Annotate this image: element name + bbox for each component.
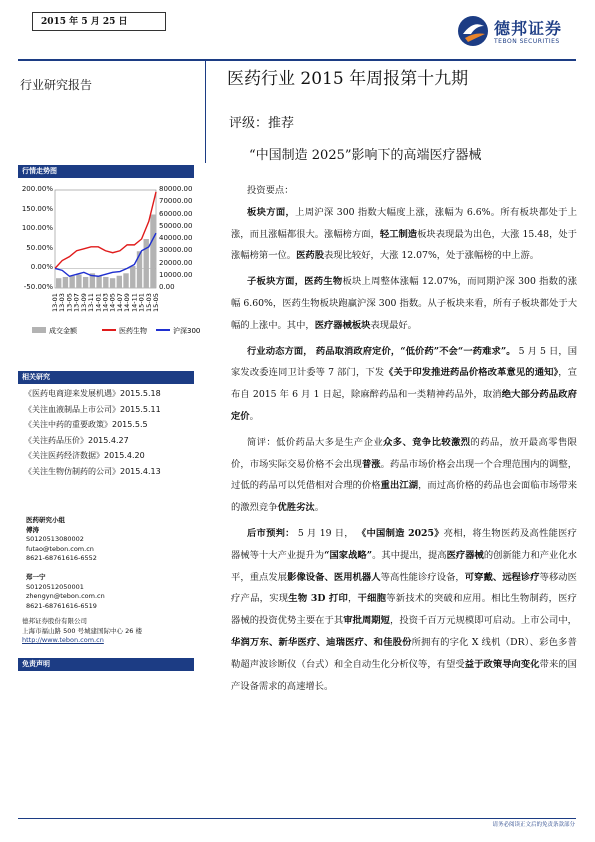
body-text: ，宣布自 2015 年 6 月 1 日起，除麻醉药品和一类精神药品外，取消 [231,367,577,401]
analyst-id: S0120512050001 [26,582,84,591]
body-bold: 华润万东、新华医疗、迪瑞医疗、和佳股份 [231,636,412,648]
company-website-link[interactable]: http://www.tebon.com.cn [22,636,104,645]
body-text: 5 月 5 日，国家发改委连同卫计委等 7 部门，下发 [231,345,577,379]
right-axis-tick-label: 70000.00 [159,197,193,206]
body-text: 等新技术的突破和应用。相比生物制药，医疗器械的投资优势主要在于其 [231,593,577,627]
left-axis-tick-label: 50.00% [26,243,53,252]
body-text: 。 [249,410,259,422]
left-axis-tick-label: 0.00% [30,263,53,272]
body-bold: 可穿戴、远程诊疗 [464,571,540,583]
legend-swatch [32,327,46,333]
chart-section-heading: 行情走势图 [18,165,194,178]
body-bold: 重出江湖 [380,480,419,492]
x-axis-tick-label: 14-11 [130,293,139,312]
body-bold: 众多、竞争比较激烈 [383,436,471,448]
volume-bar [110,278,115,288]
logo-emblem-icon [456,14,490,48]
right-axis-tick-label: 60000.00 [159,209,193,218]
volume-bar [63,277,68,288]
left-axis-tick-label: 100.00% [21,224,53,233]
volume-bar [144,239,149,288]
body-bold: 审批周期短 [343,615,390,627]
right-axis-tick-label: 80000.00 [159,185,193,193]
body-bold: 医疗器械 [446,549,484,561]
related-section-heading: 相关研究 [18,371,194,384]
body-text: ， [348,593,358,605]
body-paragraph [231,341,577,428]
body-text: ，投资千百万元规模即可启动。上市公司中， [390,615,577,627]
company-info [22,617,142,646]
volume-bar [69,276,74,288]
right-axis-tick-label: 0.00 [159,283,175,291]
team-title: 医药研究小组 [26,516,65,524]
x-axis-tick-label: 13-11 [87,293,96,312]
related-list [24,386,161,480]
analyst-id: S0120513080002 [26,535,84,544]
x-axis-tick-label: 15-03 [144,293,153,312]
volume-bar [56,278,61,288]
right-axis-tick-label: 20000.00 [159,258,193,267]
related-item[interactable]: 《关注生物仿制药的公司》2015.4.13 [24,466,161,476]
right-axis-tick-label: 10000.00 [159,270,193,279]
x-axis-tick-label: 15-05 [152,293,160,312]
body-bold: 后市预判： [247,527,295,539]
body-paragraph [231,202,577,267]
header-rule [18,59,576,61]
body-text: 的创新能力和产业化水平，重点发展 [231,549,577,583]
company-address: 上海市福山路 500 号城建国际中心 26 楼 [22,626,142,635]
report-body [231,180,577,697]
x-axis-tick-label: 14-05 [108,293,117,312]
report-date: 2015 年 5 月 25 日 [32,12,166,31]
body-text: 5 月 19 日， [294,527,357,539]
analyst-email[interactable]: futao@tebon.com.cn [26,544,94,553]
body-text: ，而过高价格的药品也会面临市场带来的激烈竞争 [231,480,577,514]
body-bold: 普涨 [361,458,381,470]
body-text: 表现比较好，大涨 12.07%，处于涨幅榜的中上游。 [324,250,540,262]
footer-rule [18,818,576,819]
volume-bar [103,277,108,288]
body-paragraph [231,271,577,336]
body-bold: 绝大部分药品政府定价 [231,389,577,422]
header-divider [205,59,206,163]
body-bold: 《关于印发推进药品价格改革意见的通知》 [384,367,559,379]
body-text: 上周沪深 300 指数大幅度上涨，涨幅为 6.6%。所有板块都处于上涨，而且涨幅都很大。涨幅榜方面， [231,206,577,240]
volume-bar [137,251,142,288]
volume-bar [76,275,81,288]
x-axis-tick-label: 14-03 [101,293,110,312]
report-type: 行业研究报告 [20,78,93,92]
body-paragraph [231,180,577,202]
body-text: 。 [314,502,325,514]
body-bold: 优胜劣汰 [277,502,315,514]
body-text: 板块表现最为出色，大涨 15.48，处于涨幅榜第一位。 [231,228,577,262]
body-text: 。药品市场价格会出现一个合理范围内的调整，过低的药品可以凭借相对合理的价格 [231,458,577,492]
volume-bar [123,273,128,288]
volume-bar [96,276,101,288]
body-text: 亮相，将生物医药及高性能医疗器械等十大产业提升为 [231,527,577,561]
body-bold: 益于政策导向变化 [464,658,540,670]
body-bold: 行业动态方面， 药品取消政府定价，“低价药”不会“一药难求”。 [247,345,516,357]
key-points-label: 投资要点： [247,185,294,196]
x-axis-tick-label: 13-09 [79,293,88,312]
analyst-name: 郑一宁 [26,572,46,581]
body-text: 等高性能诊疗设备， [380,571,465,583]
x-axis-tick-label: 13-03 [58,293,67,312]
left-axis-tick-label: 150.00% [21,204,53,213]
company-name: 德邦证券股份有限公司 [22,617,87,625]
body-text: 所拥有的字化 X 线机（DR）、彩色多普勒超声波诊断仪（台式）和全自动生化分析仪等，有望受 [231,636,577,670]
logo-text-cn: 德邦证券 [494,19,563,38]
x-axis-tick-label: 14-09 [123,293,132,312]
related-item[interactable]: 《关注血液制品上市公司》2015.5.11 [24,404,161,414]
logo-text-en: TEBON SECURITIES [494,38,560,45]
body-bold: 医疗器械板块 [314,319,371,331]
body-text: 简评：低价药品大多是生产企业 [247,436,384,448]
body-text: 。其中提出，提高 [372,549,447,561]
right-axis-tick-label: 40000.00 [159,234,193,242]
x-axis-tick-label: 15-01 [137,293,146,312]
right-axis-tick-label: 30000.00 [159,246,193,255]
analyst-name: 傅涛 [26,525,39,534]
body-bold: 板块方面， [247,206,296,218]
related-item[interactable]: 《关注医药经济数据》2015.4.20 [24,451,145,461]
related-item[interactable]: 《关注药品压价》2015.4.27 [24,435,129,445]
body-text: 的药品，放开最高零售限价，市场实际交易价格不会出现 [231,436,577,470]
left-axis-tick-label: -50.00% [23,283,53,291]
x-axis-tick-label: 13-05 [65,293,74,312]
left-axis-tick-label: 200.00% [21,185,53,193]
legend-label: 沪深300 [173,327,201,335]
x-axis-tick-label: 13-01 [51,293,59,312]
body-bold: 干细胞 [357,593,387,605]
body-paragraph [231,523,577,697]
legend-label: 成交金额 [49,327,77,335]
x-axis-tick-label: 14-07 [115,293,124,312]
body-bold: 《中国制造 2025》 [356,527,444,539]
analyst-phone: 8621-68761616-6519 [26,601,97,610]
body-bold: 子板块方面，医药生物 [247,276,343,288]
x-axis-tick-label: 13-07 [72,293,81,312]
legend-label: 医药生物 [119,327,147,335]
body-bold: 影像设备、医用机器人 [287,571,381,583]
body-bold: 生物 3D 打印 [288,593,349,605]
body-paragraph [231,432,577,519]
footer-text: 请务必阅读正文后的免责条款部分 [492,822,575,828]
page-title: 医药行业 2015 年周报第十九期 [227,69,469,89]
disclaimer-heading: 免责声明 [18,658,194,671]
volume-bar [83,277,88,288]
rating: 评级：推荐 [229,116,295,131]
body-bold: 医药股 [296,250,324,262]
body-bold: “国家战略” [324,549,373,561]
volume-bar [117,276,122,288]
body-text: 带来的国产设备需求的高速增长。 [231,658,577,692]
related-item[interactable]: 《关注中药的重要政策》2015.5.5 [24,420,148,430]
page-subtitle: “中国制造 2025”影响下的高端医疗器械 [249,148,482,163]
body-text: 板块上周整体涨幅 12.07%，而同期沪深 300 指数的涨幅 6.60%，医药生物板块跑赢沪深 300 指数。从子板块来看，所有子板块都处于大幅的上涨中。其中， [231,276,577,331]
x-axis-tick-label: 14-01 [94,293,103,312]
analyst-email[interactable]: zhengyn@tebon.com.cn [26,592,105,601]
market-trend-chart [18,178,201,340]
volume-bar [130,266,135,288]
related-item[interactable]: 《医药电商迎来发展机遇》2015.5.18 [24,389,161,398]
analyst-phone: 8621-68761616-6552 [26,554,97,563]
right-axis-tick-label: 50000.00 [159,221,193,230]
body-text: 表现最好。 [370,319,417,331]
analyst-team [26,516,105,611]
company-logo [456,14,576,54]
body-text: 等移动医疗产品，实现 [231,571,577,605]
body-bold: 轻工制造 [379,228,418,240]
volume-bar [150,215,155,289]
